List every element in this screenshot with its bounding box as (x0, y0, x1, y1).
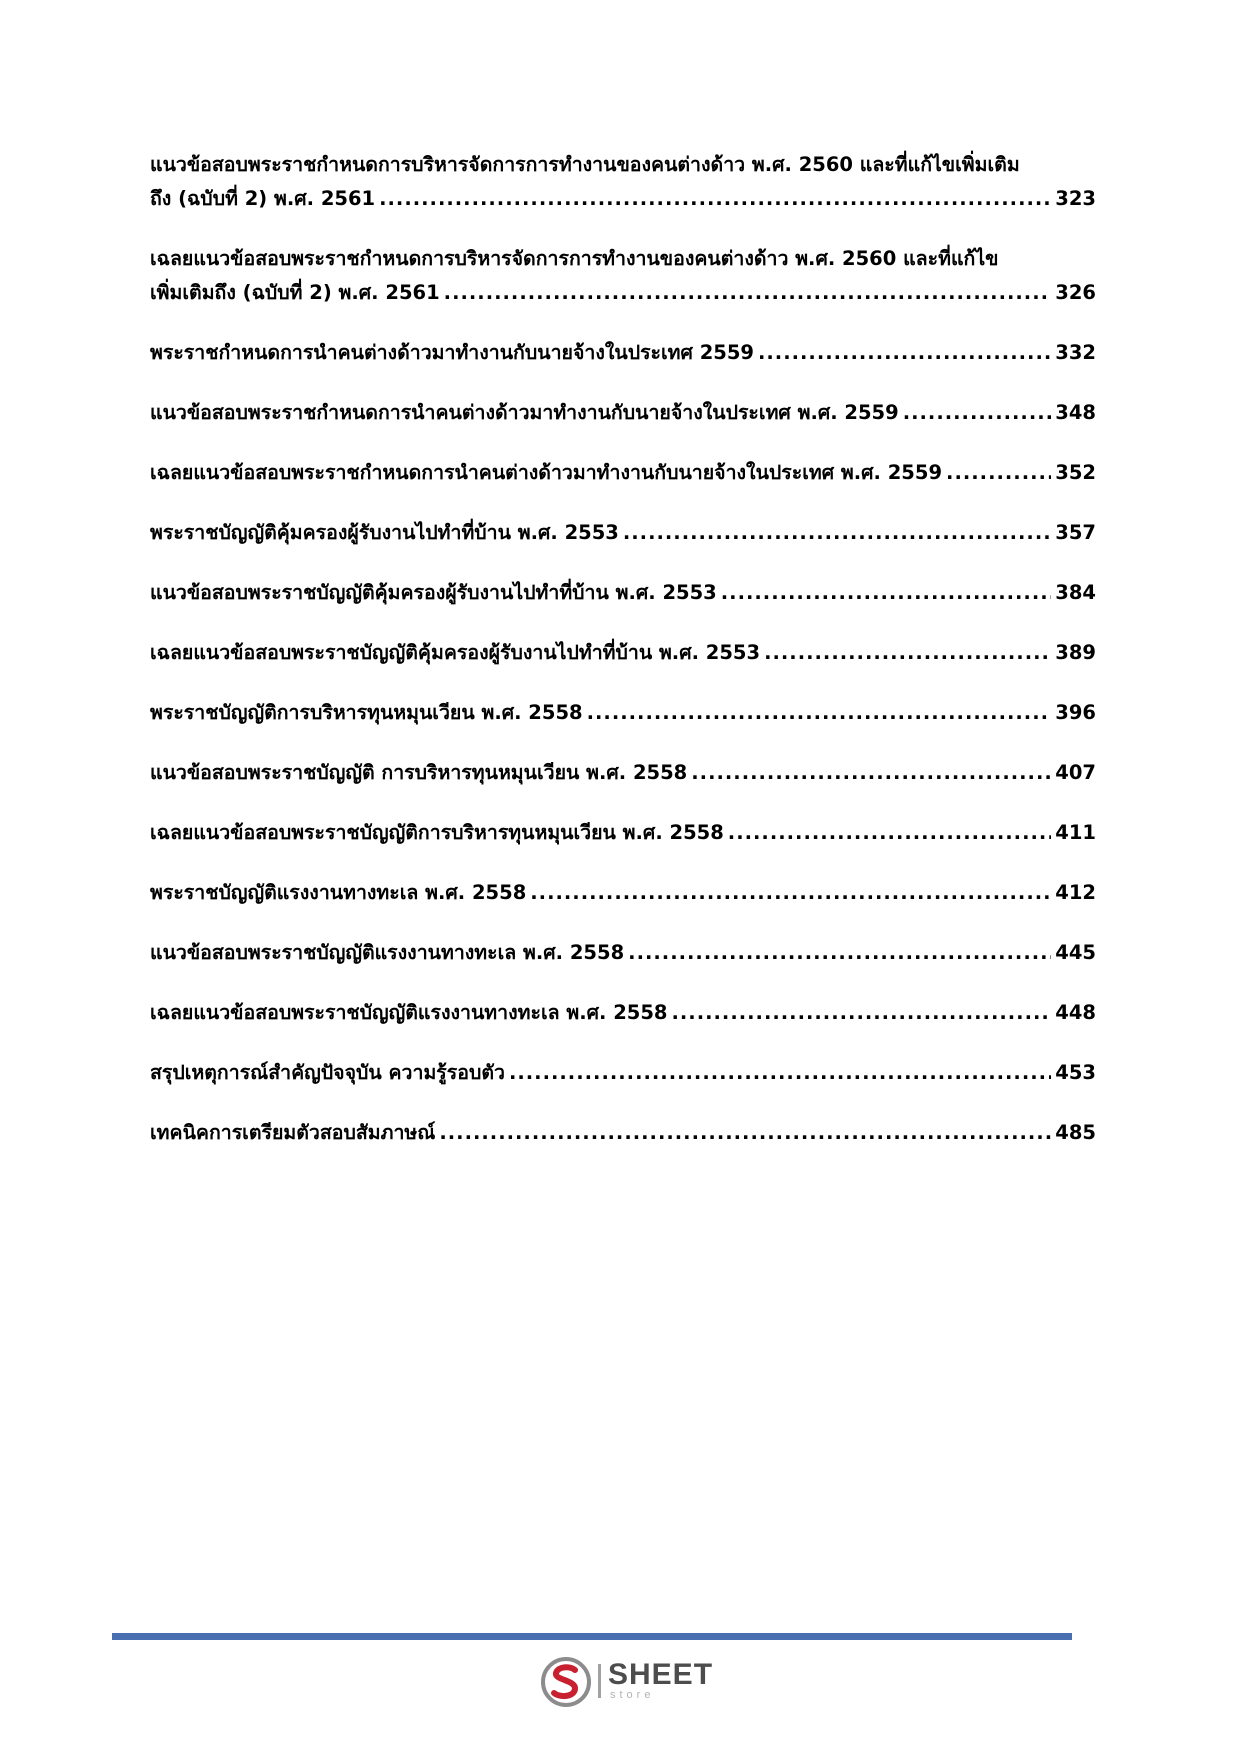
toc-entry[interactable] (150, 456, 1096, 490)
dot-leader (587, 696, 1052, 730)
dot-leader (671, 996, 1051, 1030)
toc-entry[interactable] (150, 396, 1096, 430)
toc-entry-title: เพิ่มเติมถึง (ฉบับที่ 2) พ.ศ. 2561 (150, 281, 440, 304)
toc-entry-title-line1: แนวข้อสอบพระราชกำหนดการบริหารจัดการการทำงานของคนต่างด้าว พ.ศ. 2560 และที่แก้ไขเพิ่มเติม (150, 153, 1020, 176)
toc-entry[interactable] (150, 516, 1096, 550)
toc-entry-title: เฉลยแนวข้อสอบพระราชกำหนดการนำคนต่างด้าวมาทำงานกับนายจ้างในประเทศ พ.ศ. 2559 (150, 461, 943, 484)
toc-entry-page: 445 (1055, 941, 1096, 964)
dot-leader (764, 636, 1051, 670)
toc-entry-page: 389 (1055, 641, 1096, 664)
dot-leader (758, 336, 1051, 370)
logo-subtitle: store (610, 1689, 655, 1701)
dot-leader (691, 756, 1051, 790)
toc-entry[interactable] (150, 816, 1096, 850)
toc-entry-title: แนวข้อสอบพระราชบัญญัติ การบริหารทุนหมุนเวียน พ.ศ. 2558 (150, 761, 688, 784)
toc-entry[interactable] (150, 936, 1096, 970)
toc-entry[interactable] (150, 1056, 1096, 1090)
toc-entry[interactable] (150, 696, 1096, 730)
dot-leader (903, 396, 1052, 430)
toc-entry[interactable] (150, 636, 1096, 670)
logo-divider (598, 1664, 601, 1698)
dot-leader (509, 1056, 1051, 1090)
dot-leader (379, 182, 1051, 216)
toc-entry-title: ถึง (ฉบับที่ 2) พ.ศ. 2561 (150, 187, 376, 210)
toc-entry-page: 326 (1055, 281, 1096, 304)
sheet-store-logo (540, 1656, 720, 1708)
dot-leader (444, 276, 1052, 310)
toc-entry-page: 323 (1055, 187, 1096, 210)
toc-entry-title: เฉลยแนวข้อสอบพระราชบัญญัติการบริหารทุนหมุนเวียน พ.ศ. 2558 (150, 821, 724, 844)
dot-leader (728, 816, 1051, 850)
toc-entry-title: พระราชบัญญัติแรงงานทางทะเล พ.ศ. 2558 (150, 881, 527, 904)
toc-entry[interactable] (150, 336, 1096, 370)
toc-entry-page: 411 (1055, 821, 1096, 844)
toc-entry-page: 384 (1055, 581, 1096, 604)
toc-entry-title: แนวข้อสอบพระราชกำหนดการนำคนต่างด้าวมาทำงานกับนายจ้างในประเทศ พ.ศ. 2559 (150, 401, 899, 424)
toc-entry-title: เฉลยแนวข้อสอบพระราชบัญญัติแรงงานทางทะเล พ.ศ. 2558 (150, 1001, 668, 1024)
toc-entry-page: 453 (1055, 1061, 1096, 1084)
toc-entry-title: สรุปเหตุการณ์สำคัญปัจจุบัน ความรู้รอบตัว (150, 1061, 505, 1084)
toc-entry-title: พระราชกำหนดการนำคนต่างด้าวมาทำงานกับนายจ้างในประเทศ 2559 (150, 341, 754, 364)
toc-entry-page: 348 (1055, 401, 1096, 424)
dot-leader (623, 516, 1051, 550)
toc-entry[interactable] (150, 1116, 1096, 1150)
toc-entry-page: 357 (1055, 521, 1096, 544)
toc-entry-title: พระราชบัญญัติคุ้มครองผู้รับงานไปทำที่บ้าน พ.ศ. 2553 (150, 521, 619, 544)
toc-entry-page: 352 (1055, 461, 1096, 484)
toc-entry-title: เทคนิคการเตรียมตัวสอบสัมภาษณ์ (150, 1121, 436, 1144)
dot-leader (946, 456, 1051, 490)
toc-entry[interactable] (150, 996, 1096, 1030)
table-of-contents (150, 148, 1096, 1176)
toc-entry-title-line1: เฉลยแนวข้อสอบพระราชกำหนดการบริหารจัดการการทำงานของคนต่างด้าว พ.ศ. 2560 และที่แก้ไข (150, 247, 999, 270)
toc-entry-page: 485 (1055, 1121, 1096, 1144)
toc-entry[interactable] (150, 876, 1096, 910)
footer-rule (112, 1633, 1072, 1640)
toc-entry-page: 412 (1055, 881, 1096, 904)
toc-entry[interactable] (150, 756, 1096, 790)
toc-entry-title: แนวข้อสอบพระราชบัญญัติคุ้มครองผู้รับงานไปทำที่บ้าน พ.ศ. 2553 (150, 581, 717, 604)
toc-entry[interactable] (150, 242, 1096, 310)
logo-name: SHEET (608, 1658, 714, 1691)
toc-entry-title: แนวข้อสอบพระราชบัญญัติแรงงานทางทะเล พ.ศ. 2558 (150, 941, 625, 964)
dot-leader (628, 936, 1051, 970)
dot-leader (721, 576, 1052, 610)
toc-entry-page: 396 (1055, 701, 1096, 724)
toc-entry-title: พระราชบัญญัติการบริหารทุนหมุนเวียน พ.ศ. 2558 (150, 701, 583, 724)
dot-leader (439, 1116, 1051, 1150)
toc-entry-page: 448 (1055, 1001, 1096, 1024)
toc-entry[interactable] (150, 576, 1096, 610)
toc-entry-page: 332 (1055, 341, 1096, 364)
sheet-store-s-icon (540, 1656, 592, 1708)
toc-entry[interactable] (150, 148, 1096, 216)
dot-leader (530, 876, 1051, 910)
toc-entry-page: 407 (1055, 761, 1096, 784)
toc-entry-title: เฉลยแนวข้อสอบพระราชบัญญัติคุ้มครองผู้รับงานไปทำที่บ้าน พ.ศ. 2553 (150, 641, 761, 664)
